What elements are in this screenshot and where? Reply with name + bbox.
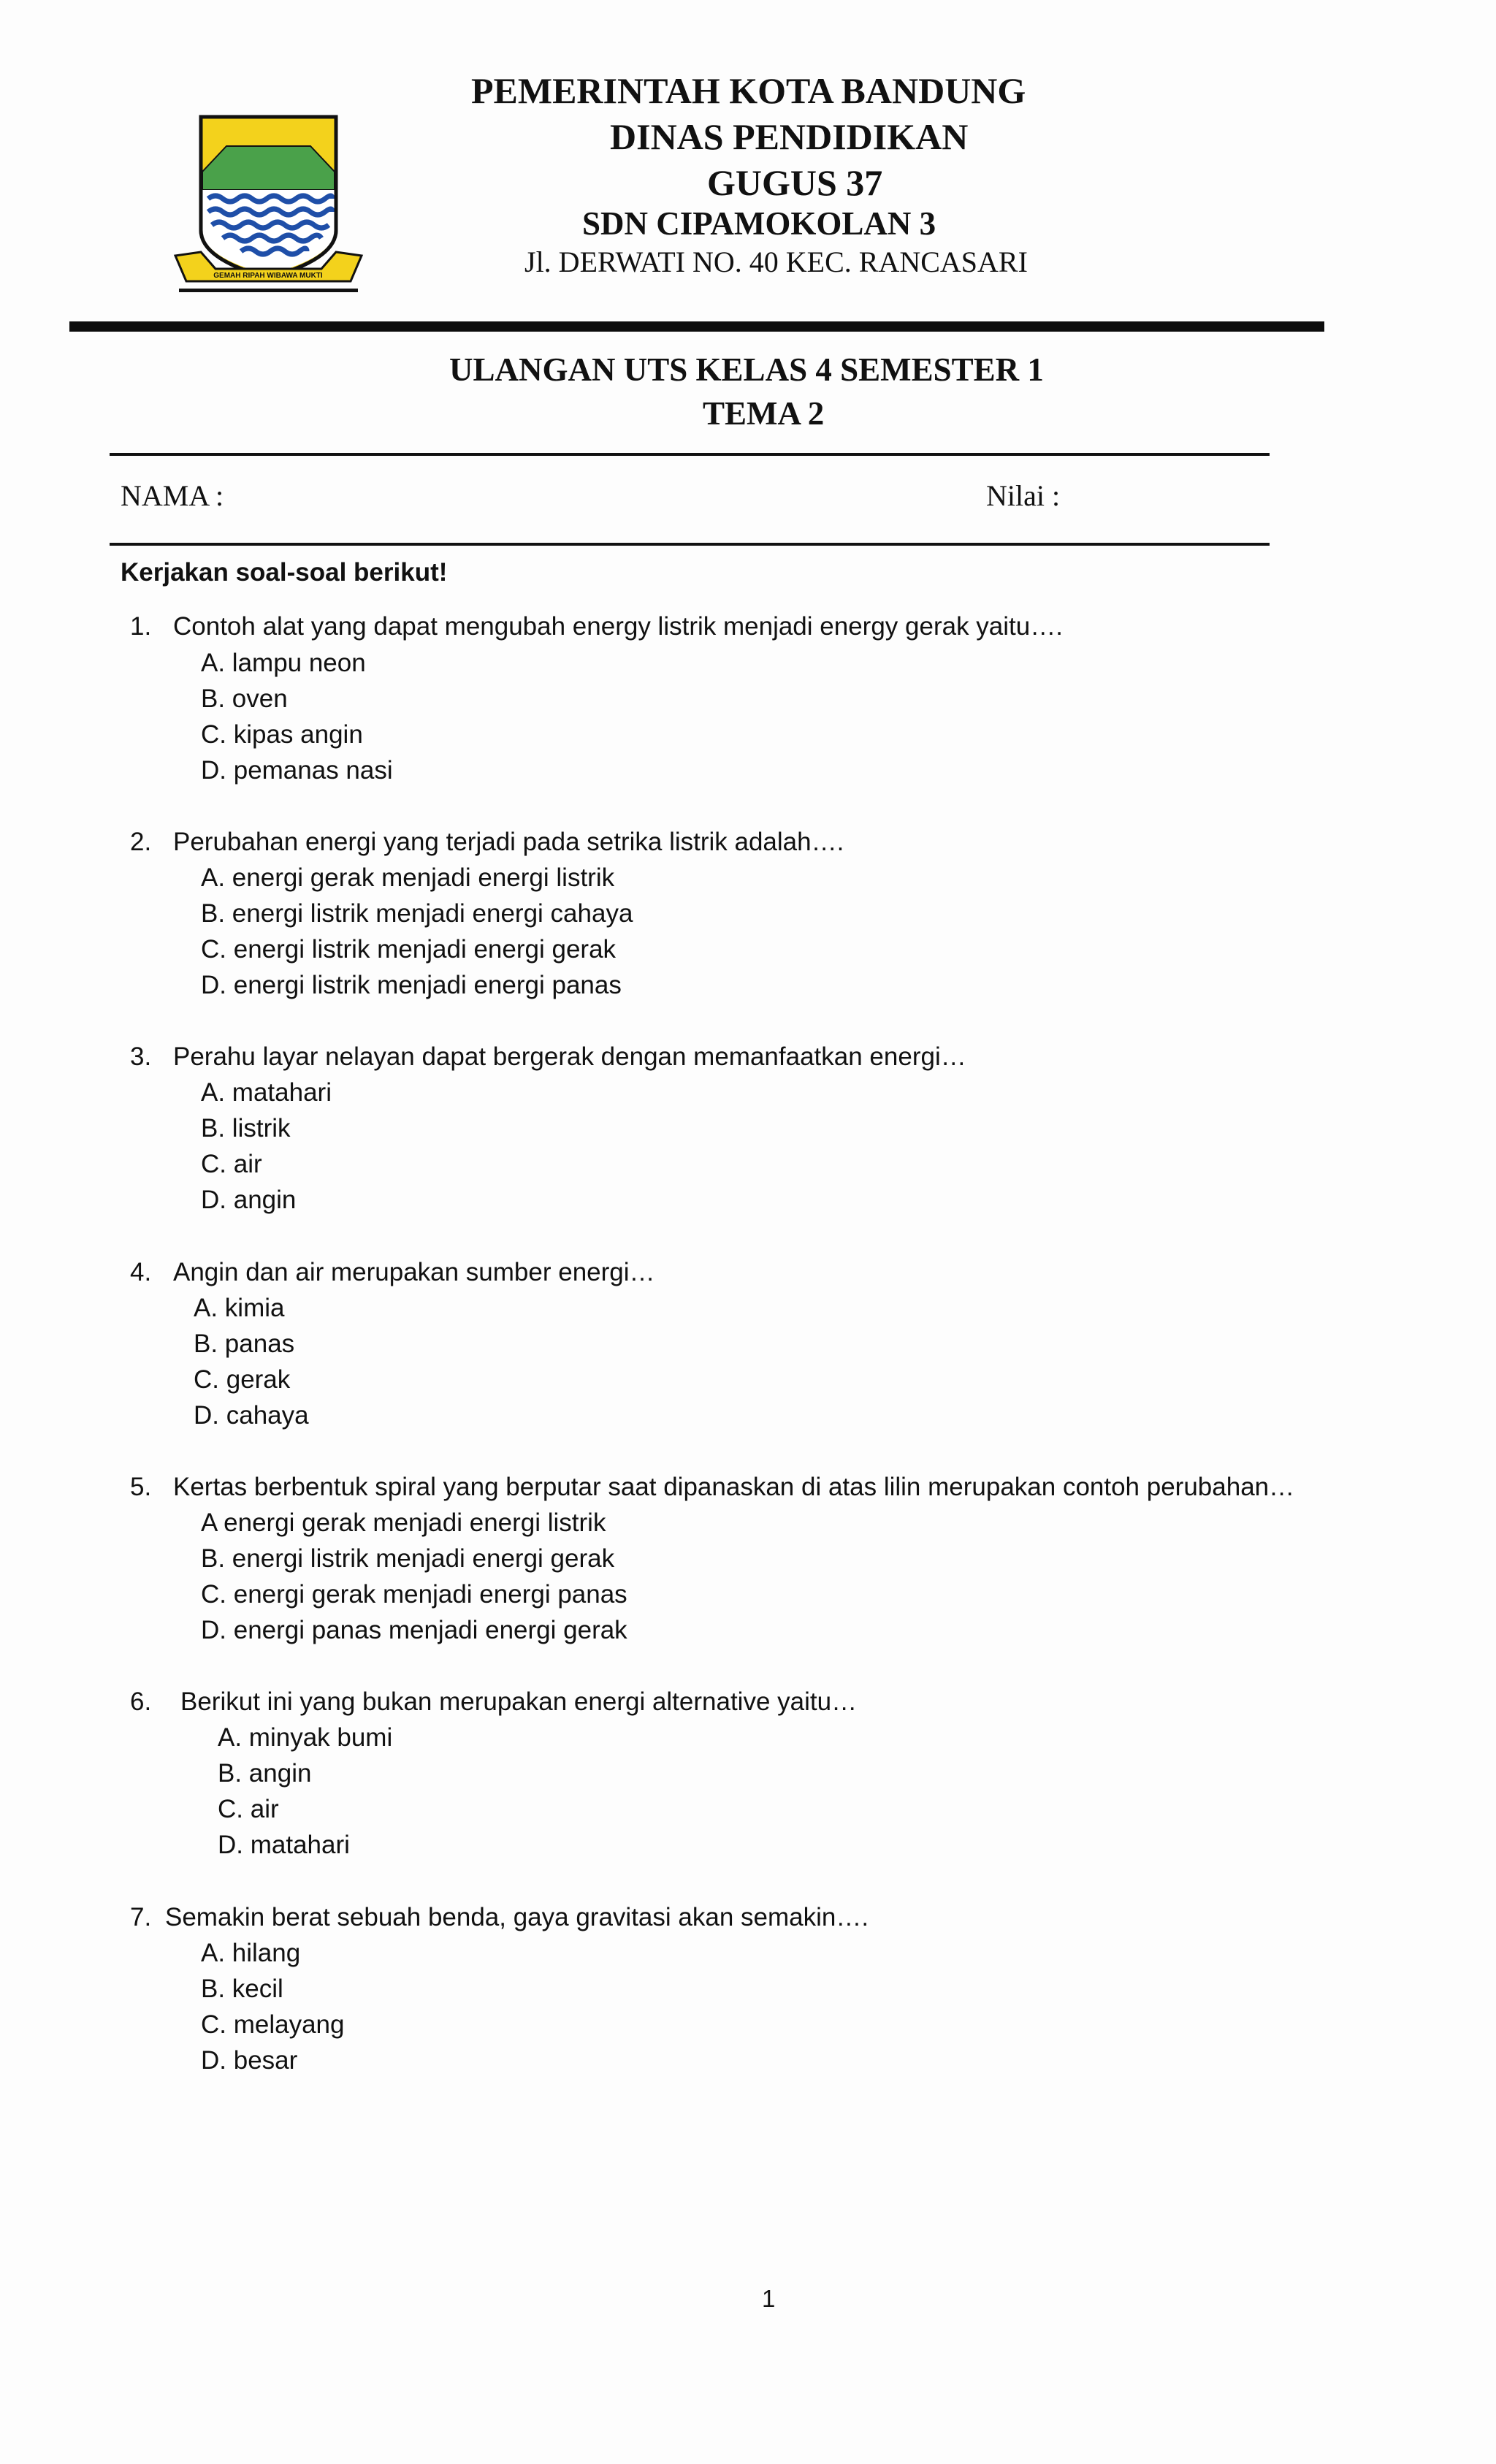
question-text: Kertas berbentuk spiral yang berputar saat dipanaskan di atas lilin merupakan contoh perubahan… <box>173 1473 1295 1501</box>
option-d: D. energi panas menjadi energi gerak <box>201 1616 627 1644</box>
option-c: C. energi listrik menjadi energi gerak <box>201 935 617 964</box>
option-d: D. angin <box>201 1186 297 1214</box>
instruction: Kerjakan soal-soal berikut! <box>121 558 448 587</box>
question-number: 1. <box>130 612 152 641</box>
option-a: A. kimia <box>194 1294 285 1322</box>
option-b: B. listrik <box>201 1114 291 1143</box>
form-bottom-rule <box>110 543 1270 546</box>
question-number: 5. <box>130 1473 152 1501</box>
option-b: B. oven <box>201 684 288 713</box>
option-c: C. air <box>218 1795 279 1823</box>
question-number: 7. <box>130 1903 152 1931</box>
option-a: A energi gerak menjadi energi listrik <box>201 1508 606 1537</box>
question-text: Perubahan energi yang terjadi pada setrika listrik adalah…. <box>173 828 844 856</box>
question-text: Angin dan air merupakan sumber energi… <box>173 1258 655 1286</box>
option-a: A. lampu neon <box>201 649 366 677</box>
option-d: D. pemanas nasi <box>201 756 393 785</box>
header-department: DINAS PENDIDIKAN <box>610 116 969 157</box>
question-text: Perahu layar nelayan dapat bergerak dengan memanfaatkan energi… <box>173 1042 966 1071</box>
option-a: A. hilang <box>201 1939 301 1967</box>
option-c: C. gerak <box>194 1365 291 1394</box>
header-school-name: SDN CIPAMOKOLAN 3 <box>582 205 936 242</box>
question-text: Semakin berat sebuah benda, gaya gravitasi akan semakin…. <box>165 1903 869 1931</box>
form-top-rule <box>110 453 1270 456</box>
option-c: C. energi gerak menjadi energi panas <box>201 1580 627 1609</box>
option-d: D. matahari <box>218 1831 350 1859</box>
option-a: A. energi gerak menjadi energi listrik <box>201 863 615 892</box>
score-label: Nilai : <box>986 479 1061 512</box>
option-c: C. air <box>201 1150 262 1178</box>
header-cluster: GUGUS 37 <box>707 162 883 203</box>
page-number: 1 <box>762 2285 776 2312</box>
option-d: D. energi listrik menjadi energi panas <box>201 971 622 999</box>
option-c: C. kipas angin <box>201 720 363 749</box>
header-divider <box>69 321 1324 332</box>
kota-bandung-logo <box>172 102 365 296</box>
question-number: 3. <box>130 1042 152 1071</box>
option-d: D. besar <box>201 2046 298 2075</box>
header-government: PEMERINTAH KOTA BANDUNG <box>471 70 1026 111</box>
question-number: 6. <box>130 1687 152 1716</box>
question-number: 2. <box>130 828 152 856</box>
option-b: B. kecil <box>201 1975 283 2003</box>
question-text: Berikut ini yang bukan merupakan energi alternative yaitu… <box>180 1687 858 1716</box>
question-text: Contoh alat yang dapat mengubah energy listrik menjadi energy gerak yaitu…. <box>173 612 1063 641</box>
name-label: NAMA : <box>121 479 224 512</box>
option-b: B. energi listrik menjadi energi cahaya <box>201 899 633 928</box>
option-a: A. matahari <box>201 1078 332 1107</box>
option-b: B. energi listrik menjadi energi gerak <box>201 1544 615 1573</box>
option-d: D. cahaya <box>194 1401 309 1430</box>
exam-theme: TEMA 2 <box>703 395 825 432</box>
header-address: Jl. DERWATI NO. 40 KEC. RANCASARI <box>524 245 1028 278</box>
question-number: 4. <box>130 1258 152 1286</box>
exam-title: ULANGAN UTS KELAS 4 SEMESTER 1 <box>449 351 1044 388</box>
logo-motto: GEMAH RIPAH WIBAWA MUKTI <box>213 272 323 280</box>
option-a: A. minyak bumi <box>218 1723 393 1752</box>
option-c: C. melayang <box>201 2010 345 2039</box>
option-b: B. panas <box>194 1330 295 1358</box>
option-b: B. angin <box>218 1759 312 1788</box>
